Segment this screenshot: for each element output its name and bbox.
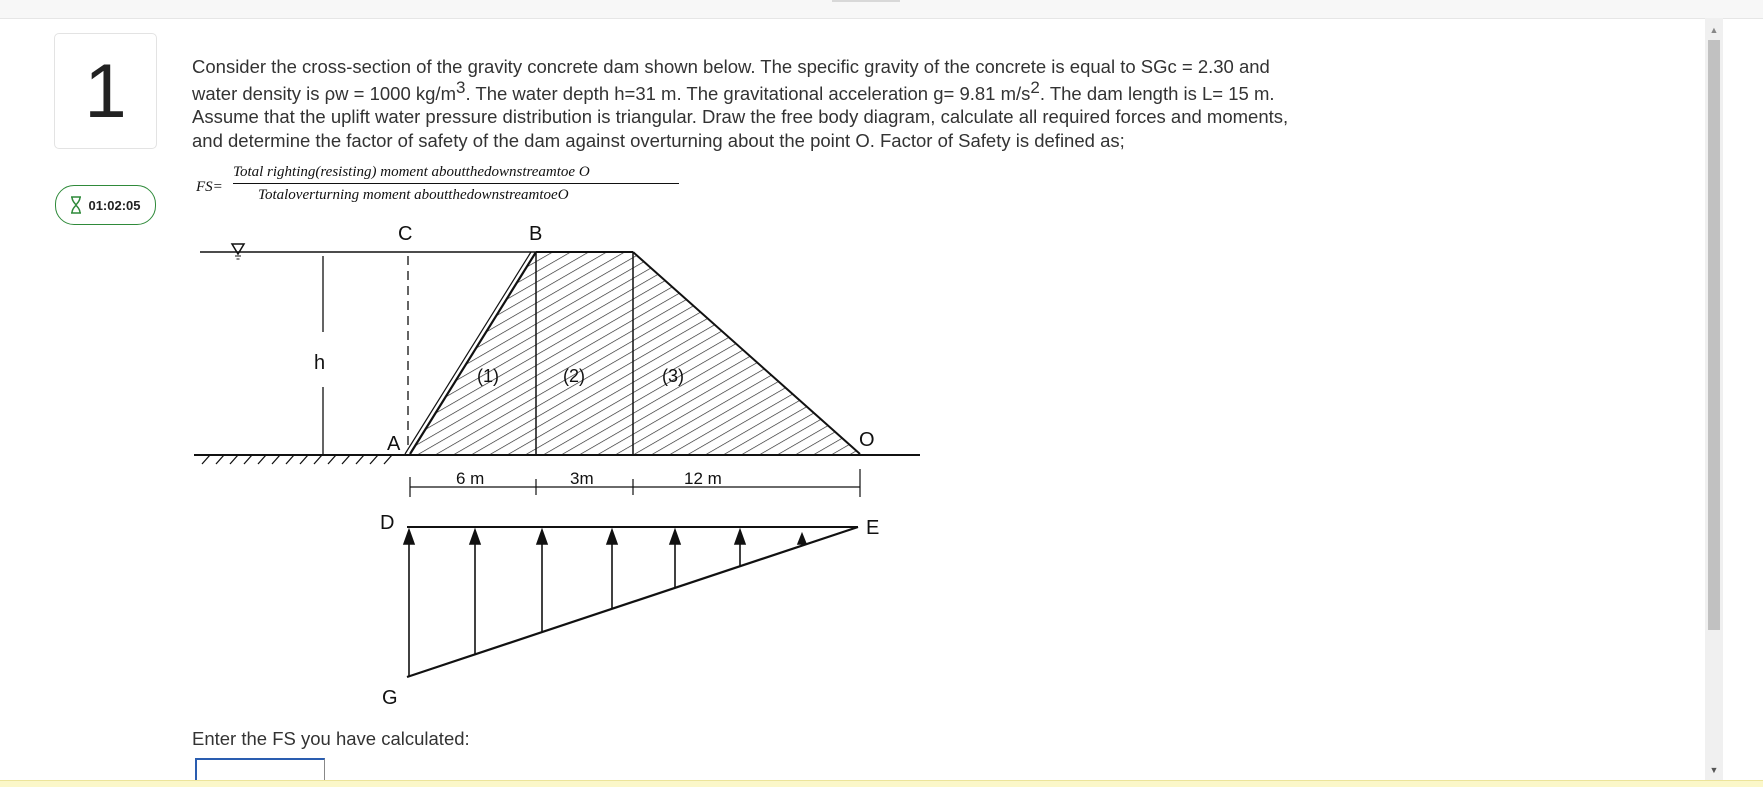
label-part-1: (1) (477, 366, 499, 386)
question-line-2-part-1: water density is ρw = 1000 kg/m (192, 82, 456, 104)
uplift-arrows (404, 530, 806, 676)
question-line-2 (192, 77, 1392, 106)
question-line-1: Consider the cross-section of the gravity concrete dam shown below. The specific gravity of the concrete is equal to SGc = 2.30 and (192, 56, 1270, 77)
formula-numerator: Total righting(resisting) moment aboutthedownstreamtoe O (233, 164, 590, 180)
top-bar-handle (832, 0, 900, 2)
dam-diagram (190, 222, 930, 712)
scroll-thumb[interactable] (1708, 40, 1720, 630)
top-bar (0, 0, 1763, 19)
question-line-2-part-2: . The water depth h=31 m. The gravitational acceleration g= 9.81 m/s (465, 82, 1031, 104)
label-B: B (529, 223, 543, 245)
label-h: h (314, 352, 326, 374)
question-number-text: 1 (84, 48, 127, 134)
question-text (192, 55, 1392, 152)
label-O: O (859, 429, 875, 451)
question-number (54, 33, 157, 149)
label-E: E (866, 517, 880, 539)
question-line-4: and determine the factor of safety of the dam against overturning about the point O. Factor of Safety is defined as; (192, 129, 1125, 151)
scroll-up-arrow-icon[interactable]: ▲ (1709, 25, 1719, 35)
question-line-3: Assume that the uplift water pressure distribution is triangular. Draw the free body diagram, calculate all required forces and moments, (192, 106, 1289, 127)
formula-denominator: Totaloverturning moment aboutthedownstreamtoeO (258, 187, 569, 203)
ground-hatch (202, 455, 392, 464)
label-C: C (398, 223, 413, 245)
scroll-down-arrow-icon[interactable]: ▼ (1709, 765, 1719, 775)
dimension-6m: 6 m (456, 469, 485, 488)
question-line-2-part-3: . The dam length is L= 15 m. (1039, 82, 1275, 104)
vertical-scrollbar[interactable] (1705, 18, 1723, 780)
dimension-3m: 3m (570, 469, 594, 488)
label-part-3: (3) (662, 366, 684, 386)
answer-prompt: Enter the FS you have calculated: (192, 728, 470, 749)
dimension-12m: 12 m (684, 469, 722, 488)
timer-badge (55, 185, 156, 225)
label-A: A (387, 433, 401, 455)
label-part-2: (2) (563, 366, 585, 386)
superscript-3: 3 (456, 77, 466, 97)
timer-text: 01:02:05 (88, 197, 141, 213)
fs-answer-input[interactable] (195, 758, 325, 781)
formula-lhs: FS= (196, 179, 223, 195)
label-D: D (380, 512, 395, 534)
superscript-2: 2 (1030, 77, 1040, 97)
label-G: G (382, 687, 398, 709)
dam-body (410, 252, 860, 454)
formula-fraction (233, 164, 679, 204)
hourglass-icon (70, 196, 82, 214)
